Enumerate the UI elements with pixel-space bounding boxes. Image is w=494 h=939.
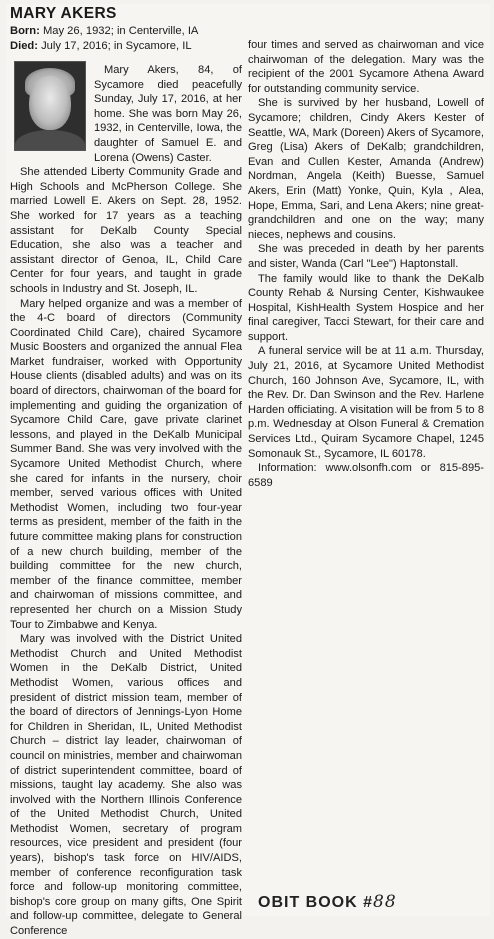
obit-paragraph: four times and served as chairwoman and vice chairwoman of the delegation. Mary was the recipient of the 2001 Sycamore Athena Award for outstanding community service. xyxy=(248,39,484,95)
obit-paragraph: The family would like to thank the DeKalb County Rehab & Nursing Center, Kishwaukee Hospital, KishHealth System Hospice and her final caregiver, Tacci Stewart, for their care and support. xyxy=(248,272,484,343)
stamp-label: OBIT BOOK # xyxy=(258,894,374,911)
obit-paragraph: She was preceded in death by her parents and sister, Wanda (Carl "Lee") Haptonstall. xyxy=(248,243,484,270)
died-line xyxy=(10,39,242,54)
stamp-number: 88 xyxy=(373,892,397,912)
right-column xyxy=(248,38,484,490)
newspaper-clipping xyxy=(6,4,490,938)
obit-paragraph: She attended Liberty Community Grade and High Schools and McPherson College. She married Lowell E. Akers on Sept. 28, 1952. She worked for 17 years as a teaching assistant for DeKalb County Special Education, she also was a teacher and assistant director of Genoa, IL, Child Care Center for four years, and taught in grade schools in Industry and St. Joseph, IL. xyxy=(10,166,242,295)
died-value: July 17, 2016; in Sycamore, IL xyxy=(41,39,192,52)
deceased-name: MARY AKERS xyxy=(10,5,117,22)
died-label: Died: xyxy=(10,39,38,52)
born-line xyxy=(10,24,242,39)
obit-book-stamp xyxy=(258,892,397,912)
obit-paragraph: Information: www.olsonfh.com or 815-895-6589 xyxy=(248,462,484,489)
obit-paragraph: Mary was involved with the District United Methodist Church and United Methodist Women in the DeKalb District, United Methodist Women, various offices and president of district mission team, member of the board of directors of Jennings-Lyon Home for Children in Sheridan, IL, United Methodist Church – district lay leader, chairwoman of council on ministries, member and chairwoman of district superintendent committee, board of missions, taught lay academy. She also was involved with the Northern Illinois Conference of the United Methodist Church, United Methodist Women, secretary of program resources, vice president and president (four years), bishop's task force on HIV/AIDS, member of conference reconfiguration task force and follow-up monitoring committee, bishop's core group on many gifts, One Spirit and follow-up committee, delegate to General Conference xyxy=(10,633,242,938)
obit-paragraph: Mary helped organize and was a member of the 4-C board of directors (Community Coordinated Child Care), chaired Sycamore Music Boosters and organized the annual Flea Market fundraiser, worked with Opportunity House clients (disabled adults) and was on its board of directors, chairwoman of the board for implementing and guiding the organization of Sycamore Child Care, gave private clarinet lessons, and played in the DeKalb Municipal Summer Band. She was very involved with the Sycamore United Methodist Church, where she cared for infants in the nursery, choir member, served various offices with United Methodist Women, including two four-year terms as president, member of the faith in the future committee making plans for construction of a new church building, member of the building committee for the new church, member of the finance committee, member and chairwoman of missions committee, and represented her church on a Mission Study Tour to Zimbabwe and Kenya. xyxy=(10,297,242,631)
obit-paragraph: A funeral service will be at 11 a.m. Thursday, July 21, 2016, at Sycamore United Methodist Church, 160 Johnson Ave, Sycamore, IL, with the Rev. Dr. Dan Swinson and the Rev. Harlene Harden officiating. A visitation will be from 5 to 8 p.m. Wednesday at Olson Funeral & Cremation Services Ltd., Quiram Sycamore Chapel, 1245 Somonauk St., Sycamore, IL 60178. xyxy=(248,345,484,460)
obit-paragraph: She is survived by her husband, Lowell of Sycamore; children, Cindy Akers Kester of Seattle, WA, Mark (Doreen) Akers of Sycamore, Greg (Lisa) Akers of DeKalb; grandchildren, Evan and Cullen Kester, Amanda (Andrew) Nordman, Angela (Keith) Buesse, Samuel Akers, Erin (Matt) Yonke, Quin, Kyla , Alea, Hope, Emma, Sari, and Lena Akers; nine great-grandchildren and one on the way; many nieces, nephews and cousins. xyxy=(248,97,484,241)
born-value: May 26, 1932; in Centerville, IA xyxy=(42,25,199,37)
portrait-photo xyxy=(14,61,86,151)
left-column xyxy=(10,4,242,939)
born-label: Born: xyxy=(10,25,40,37)
obit-paragraph: Mary Akers, 84, of Sycamore died peacefully Sunday, July 17, 2016, at her home. She was born May 26, 1932, in Centerville, Iowa, the daughter of Samuel E. and Lorena (Owens) Caster. xyxy=(94,64,242,164)
